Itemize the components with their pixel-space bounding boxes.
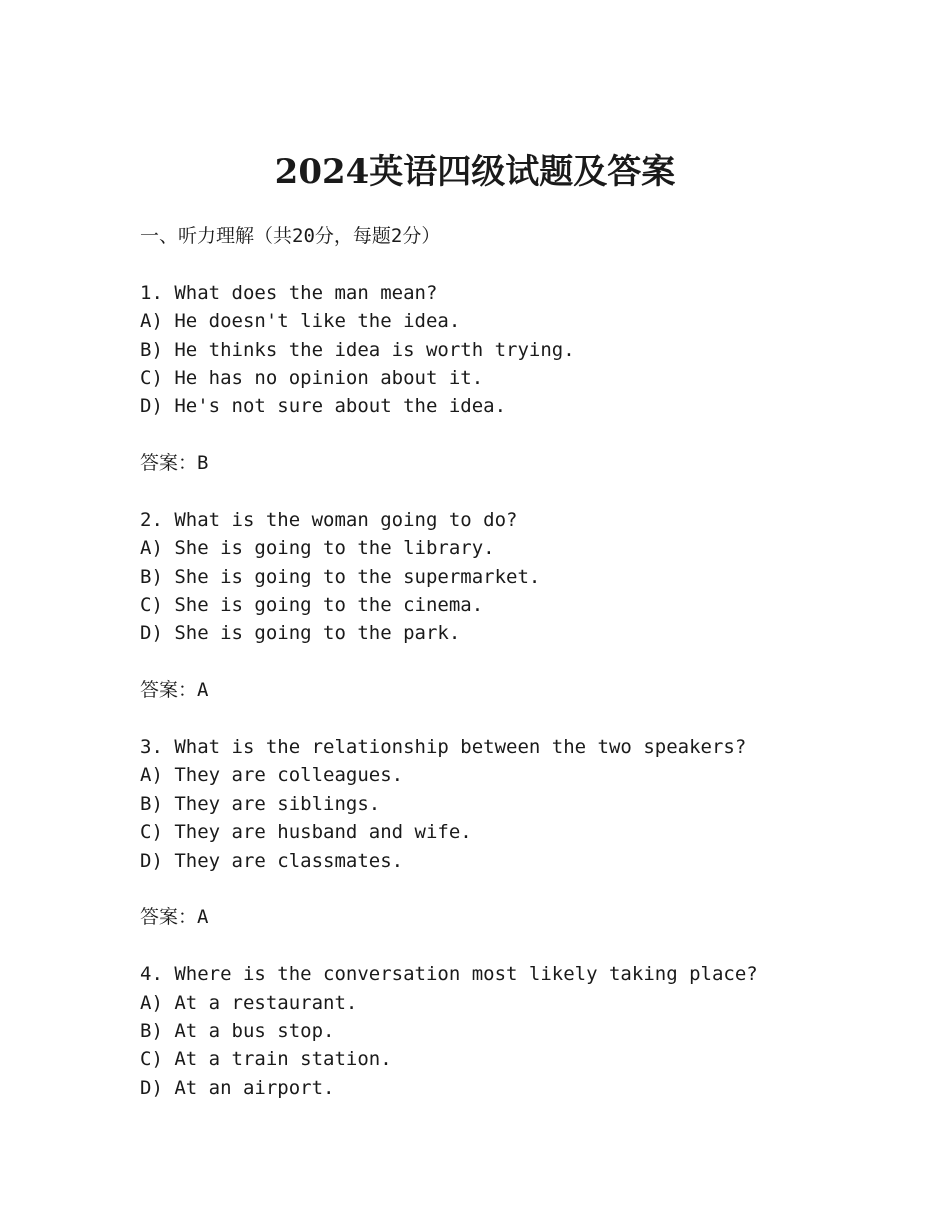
question-stem: 1. What does the man mean? <box>140 281 438 304</box>
question-option: A) At a restaurant. <box>140 991 358 1014</box>
spacer <box>140 478 900 506</box>
question-stem: 3. What is the relationship between the two speakers? <box>140 736 747 759</box>
question-option: C) She is going to the cinema. <box>140 594 484 617</box>
spacer <box>140 875 900 903</box>
question-answer: 答案：A <box>140 679 209 702</box>
question-block <box>140 733 900 960</box>
question-option: C) They are husband and wife. <box>140 821 472 844</box>
question-stem: 4. Where is the conversation most likely taking place? <box>140 963 758 986</box>
question-block <box>140 506 900 733</box>
spacer <box>140 250 900 278</box>
question-block <box>140 279 900 506</box>
question-option: D) He's not sure about the idea. <box>140 395 507 418</box>
question-option: D) At an airport. <box>140 1076 335 1099</box>
question-stem: 2. What is the woman going to do? <box>140 508 518 531</box>
spacer <box>140 705 900 733</box>
question-option: D) She is going to the park. <box>140 622 461 645</box>
spacer <box>140 932 900 960</box>
question-option: B) At a bus stop. <box>140 1019 335 1042</box>
spacer <box>140 421 900 449</box>
question-answer: 答案：A <box>140 906 209 929</box>
section-heading: 一、听力理解（共20分，每题2分） <box>140 225 441 247</box>
document-title: 2024英语四级试题及答案 <box>274 152 676 192</box>
question-block <box>140 960 900 1102</box>
spacer <box>140 648 900 676</box>
question-option: C) At a train station. <box>140 1048 392 1071</box>
document-body <box>140 222 900 1102</box>
question-option: A) He doesn't like the idea. <box>140 310 461 333</box>
question-option: B) They are siblings. <box>140 792 381 815</box>
question-option: A) They are colleagues. <box>140 764 404 787</box>
question-option: C) He has no opinion about it. <box>140 366 484 389</box>
question-option: B) He thinks the idea is worth trying. <box>140 338 575 361</box>
question-answer: 答案：B <box>140 452 209 475</box>
question-option: D) They are classmates. <box>140 849 404 872</box>
question-option: A) She is going to the library. <box>140 537 495 560</box>
question-option: B) She is going to the supermarket. <box>140 565 541 588</box>
